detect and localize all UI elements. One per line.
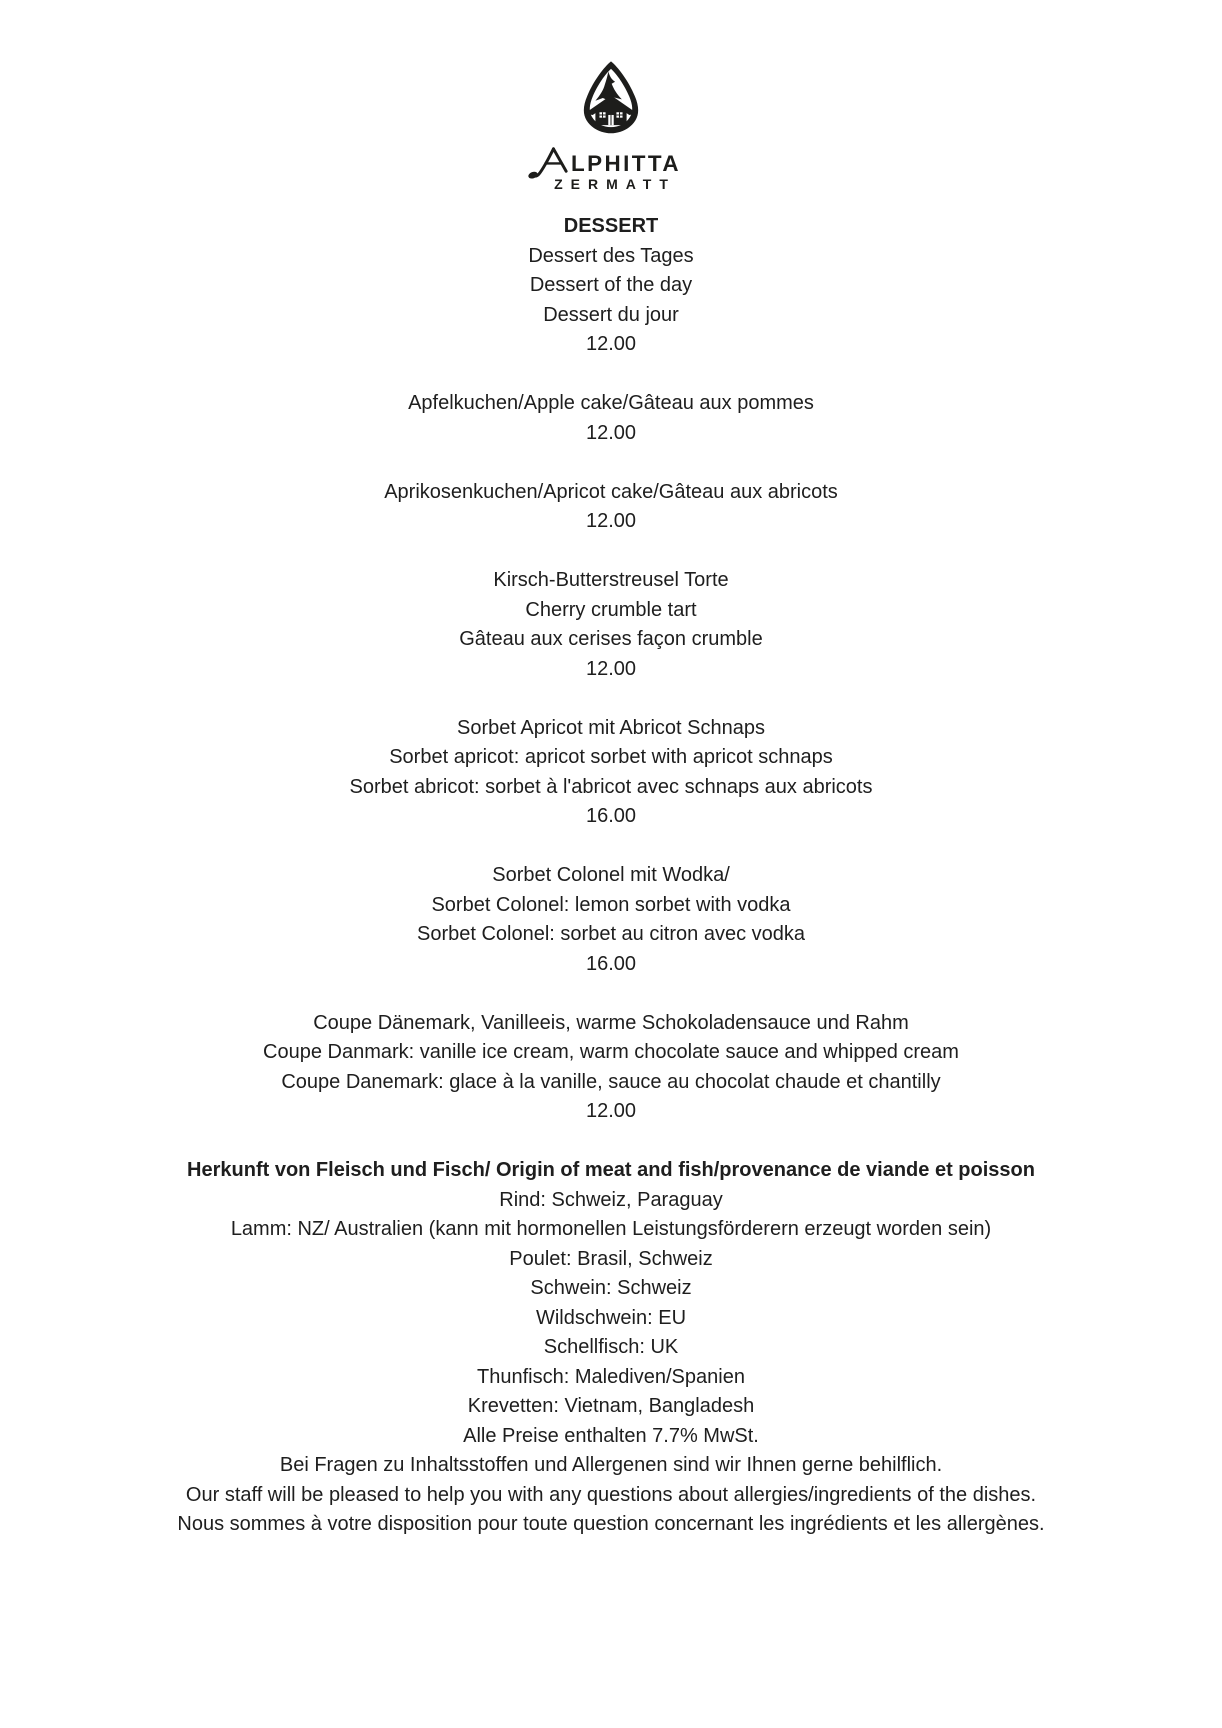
menu-item-sorbet-colonel [0, 861, 1222, 979]
menu-line: Sorbet apricot: apricot sorbet with apricot schnaps [389, 746, 833, 768]
wordmark-text: LPHITTA [571, 151, 682, 177]
item-price: 12.00 [585, 333, 637, 355]
origin-line: Wildschwein: EU [535, 1306, 687, 1329]
item-price: 16.00 [585, 952, 637, 975]
origin-heading: Herkunft von Fleisch und Fisch/ Origin of meat and fish/provenance de viande et poisson [187, 1159, 1035, 1181]
restaurant-logo [0, 60, 1222, 192]
menu-item-coupe-danemark [0, 1009, 1222, 1127]
item-price: 12.00 [585, 657, 637, 680]
origin-line: Krevetten: Vietnam, Bangladesh [467, 1395, 755, 1417]
menu-line: Aprikosenkuchen/Apricot cake/Gâteau aux abricots [384, 480, 838, 503]
item-price: 12.00 [585, 510, 637, 532]
menu-line: Kirsch-Butterstreusel Torte [493, 569, 729, 591]
menu-line: Coupe Danemark: glace à la vanille, sauce au chocolat chaude et chantilly [281, 1070, 941, 1093]
footer-line: Our staff will be pleased to help you with any questions about allergies/ingredients of the dishes. [185, 1483, 1037, 1506]
item-price: 16.00 [585, 805, 637, 827]
allergy-footer [0, 1422, 1222, 1540]
menu-line: Dessert du jour [543, 303, 679, 326]
menu-line: Dessert des Tages [528, 244, 694, 267]
logo-city: ZERMATT [554, 176, 676, 192]
origin-line: Schwein: Schweiz [530, 1277, 692, 1299]
menu-content [0, 212, 1222, 1540]
menu-line: Cherry crumble tart [525, 598, 697, 621]
footer-line: Nous sommes à votre disposition pour toute question concernant les ingrédients et les allergènes. [177, 1513, 1045, 1535]
menu-item-sorbet-apricot [0, 714, 1222, 832]
menu-line: Dessert of the day [529, 274, 693, 296]
menu-line: Gâteau aux cerises façon crumble [459, 628, 763, 650]
menu-line: Sorbet Colonel mit Wodka/ [492, 864, 730, 886]
footer-line: Alle Preise enthalten 7.7% MwSt. [463, 1424, 759, 1447]
alphitta-wordmark [523, 141, 699, 180]
origin-info [0, 1156, 1222, 1422]
origin-line: Poulet: Brasil, Schweiz [509, 1247, 713, 1270]
item-price: 12.00 [585, 421, 637, 444]
item-price: 12.00 [585, 1100, 637, 1122]
origin-line: Rind: Schweiz, Paraguay [499, 1188, 723, 1211]
matterhorn-chalet-emblem-icon [577, 60, 645, 136]
menu-line: Sorbet Colonel: lemon sorbet with vodka [431, 893, 791, 916]
menu-item-apricot-cake [0, 478, 1222, 537]
footer-line: Bei Fragen zu Inhaltsstoffen und Allergenen sind wir Ihnen gerne behilflich. [279, 1454, 943, 1476]
menu-item-apple-cake [0, 389, 1222, 448]
menu-line: Coupe Dänemark, Vanilleeis, warme Schokoladensauce und Rahm [313, 1011, 909, 1034]
menu-item-dessert-of-the-day [0, 212, 1222, 360]
menu-line: Sorbet Apricot mit Abricot Schnaps [457, 716, 765, 739]
menu-line: Sorbet Colonel: sorbet au citron avec vodka [417, 923, 805, 945]
menu-line: Coupe Danmark: vanille ice cream, warm chocolate sauce and whipped cream [263, 1041, 959, 1063]
menu-item-cherry-crumble-tart [0, 566, 1222, 684]
menu-line: Sorbet abricot: sorbet à l'abricot avec schnaps aux abricots [349, 775, 873, 798]
origin-line: Lamm: NZ/ Australien (kann mit hormonellen Leistungsförderern erzeugt worden sein) [230, 1218, 992, 1240]
menu-line: Apfelkuchen/Apple cake/Gâteau aux pommes [408, 392, 814, 414]
menu-title: DESSERT [563, 215, 659, 237]
origin-line: Schellfisch: UK [543, 1336, 679, 1358]
origin-line: Thunfisch: Malediven/Spanien [477, 1365, 745, 1388]
